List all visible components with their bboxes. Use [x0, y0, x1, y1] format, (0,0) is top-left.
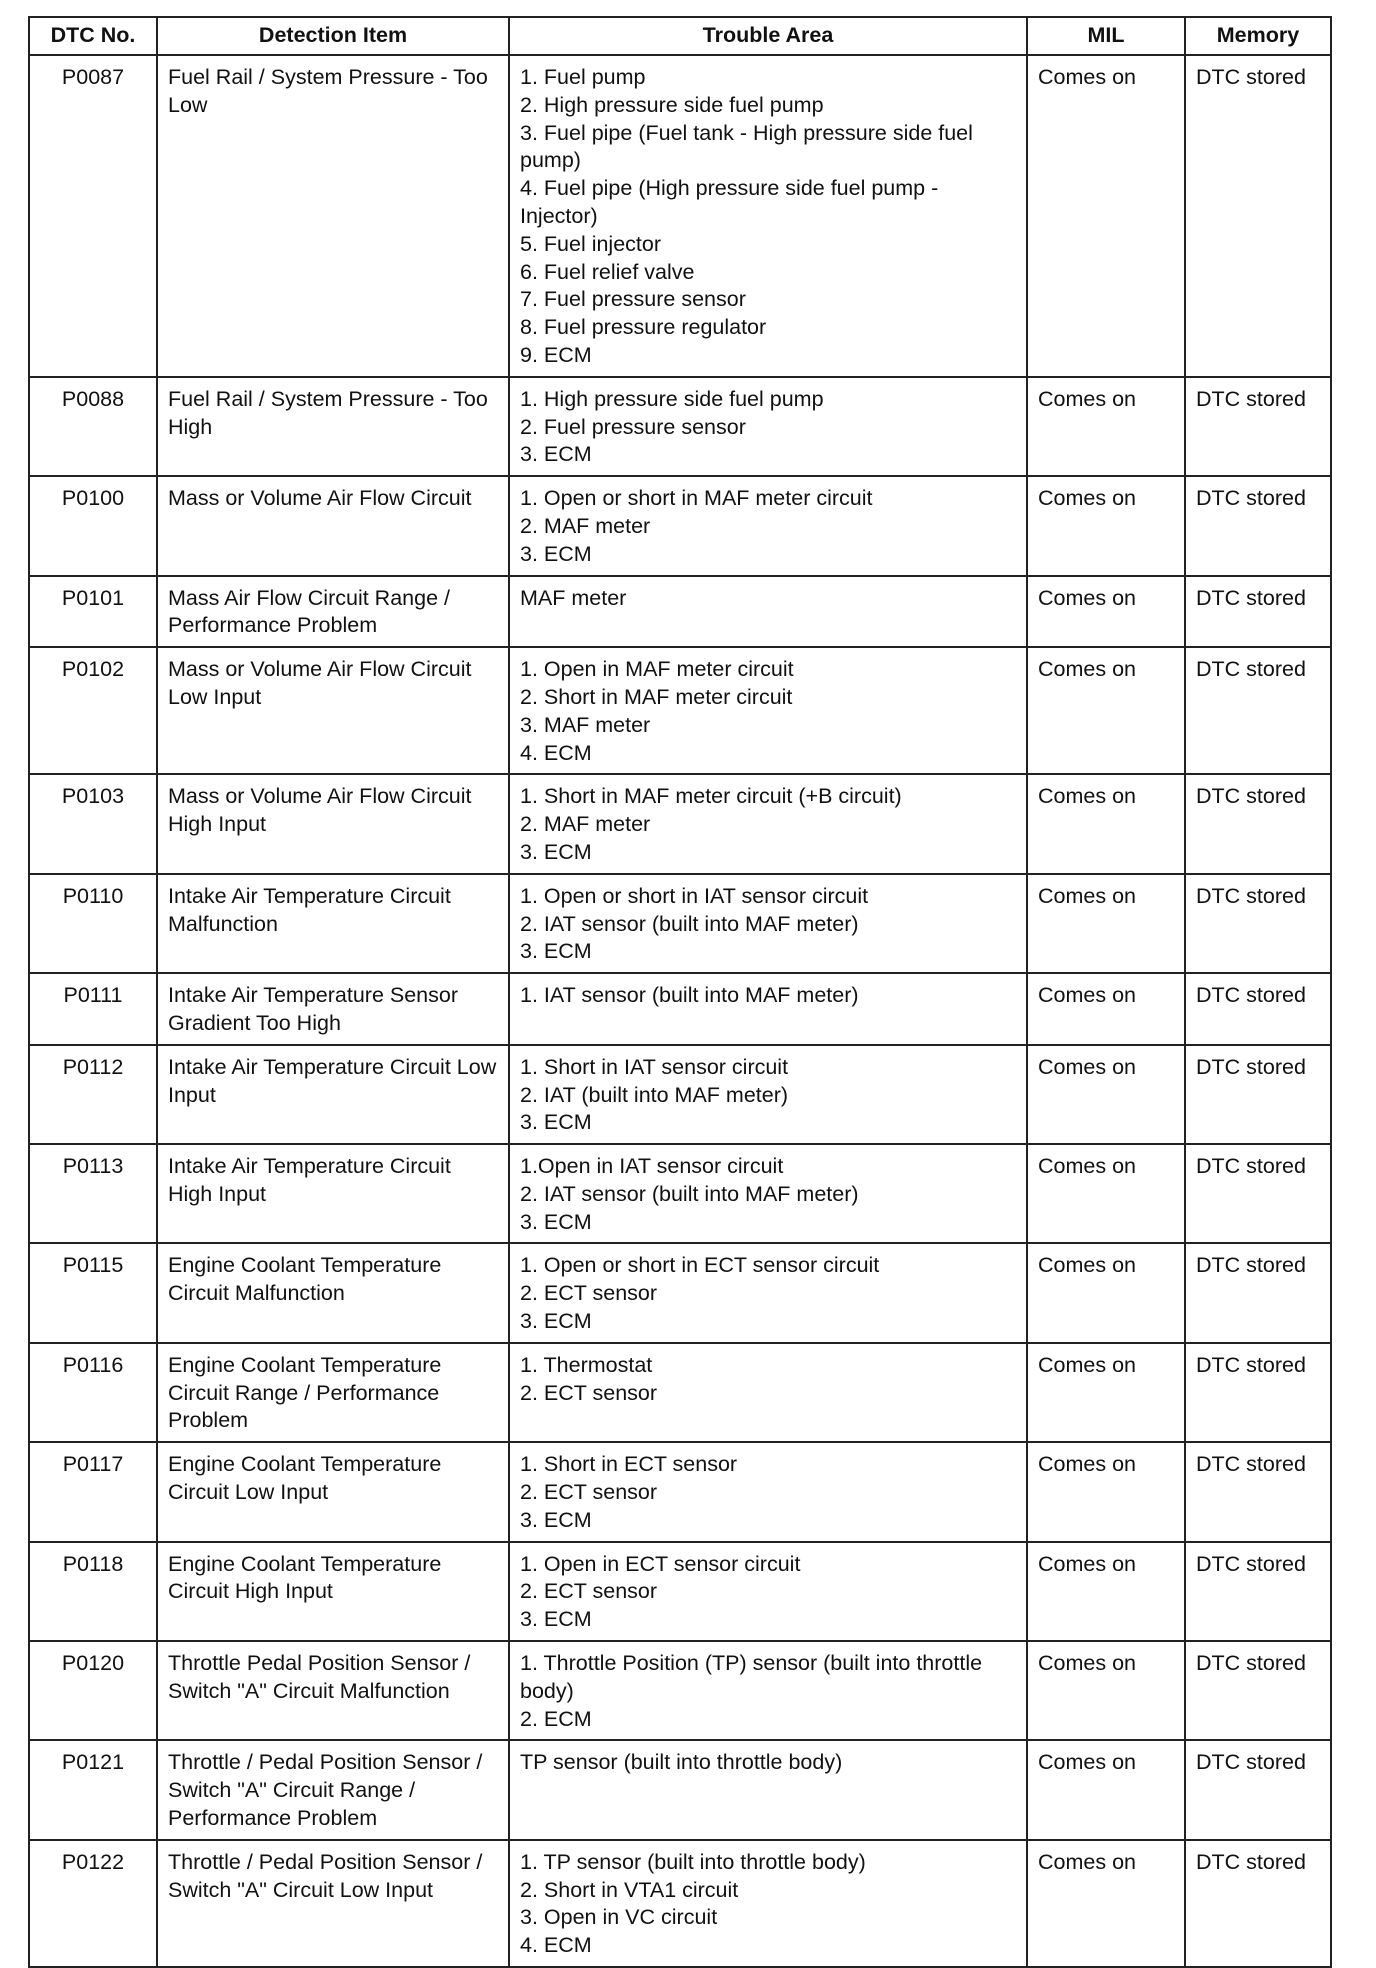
- trouble-area-line: 3. ECM: [520, 939, 592, 964]
- memory-cell: DTC stored: [1185, 973, 1331, 1045]
- table-row: [29, 576, 1331, 648]
- detection-item-cell: Throttle / Pedal Position Sensor / Switch "A" Circuit Low Input: [157, 1840, 509, 1967]
- table-row: [29, 874, 1331, 973]
- trouble-area-line: 4. ECM: [520, 1933, 592, 1958]
- trouble-area-line: 3. ECM: [520, 1507, 592, 1532]
- memory-cell: DTC stored: [1185, 55, 1331, 377]
- trouble-area-cell: [509, 1840, 1027, 1967]
- dtc-code-cell: P0087: [29, 55, 157, 377]
- header-trouble-area: Trouble Area: [509, 17, 1027, 55]
- trouble-area-line: 1. Throttle Position (TP) sensor (built into throttle body): [520, 1651, 983, 1703]
- trouble-area-cell: [509, 1343, 1027, 1442]
- memory-cell: DTC stored: [1185, 1740, 1331, 1839]
- mil-cell: Comes on: [1027, 55, 1185, 377]
- dtc-code-cell: P0102: [29, 647, 157, 774]
- trouble-area-line: 1. High pressure side fuel pump: [520, 386, 824, 411]
- detection-item-cell: Throttle / Pedal Position Sensor / Switch "A" Circuit Range / Performance Problem: [157, 1740, 509, 1839]
- trouble-area-line: 1. TP sensor (built into throttle body): [520, 1849, 866, 1874]
- trouble-area-cell: [509, 874, 1027, 973]
- memory-cell: DTC stored: [1185, 1840, 1331, 1967]
- detection-item-cell: Fuel Rail / System Pressure - Too High: [157, 377, 509, 476]
- trouble-area-line: 3. ECM: [520, 839, 592, 864]
- trouble-area-line: 3. ECM: [520, 1110, 592, 1135]
- mil-cell: Comes on: [1027, 576, 1185, 648]
- table-row: [29, 1840, 1331, 1967]
- trouble-area-line: 2. ECT sensor: [520, 1480, 658, 1505]
- memory-cell: DTC stored: [1185, 874, 1331, 973]
- trouble-area-line: 3. MAF meter: [520, 712, 651, 737]
- detection-item-cell: Engine Coolant Temperature Circuit Range / Performance Problem: [157, 1343, 509, 1442]
- mil-cell: Comes on: [1027, 1840, 1185, 1967]
- trouble-area-line: TP sensor (built into throttle body): [520, 1750, 843, 1775]
- mil-cell: Comes on: [1027, 377, 1185, 476]
- trouble-area-line: 1. Short in MAF meter circuit (+B circuit): [520, 784, 902, 809]
- dtc-code-cell: P0100: [29, 476, 157, 575]
- trouble-area-cell: [509, 576, 1027, 648]
- trouble-area-line: 1. Thermostat: [520, 1352, 653, 1377]
- mil-cell: Comes on: [1027, 1740, 1185, 1839]
- trouble-area-line: 2. ECT sensor: [520, 1380, 658, 1405]
- trouble-area-line: 3. Fuel pipe (Fuel tank - High pressure side fuel pump): [520, 120, 973, 173]
- mil-cell: Comes on: [1027, 1045, 1185, 1144]
- trouble-area-line: 3. ECM: [520, 1607, 592, 1632]
- trouble-area-line: 3. ECM: [520, 541, 592, 566]
- detection-item-cell: Intake Air Temperature Circuit High Input: [157, 1144, 509, 1243]
- trouble-area-line: 2. MAF meter: [520, 812, 651, 837]
- trouble-area-line: 1. Fuel pump: [520, 65, 646, 89]
- dtc-code-cell: P0120: [29, 1641, 157, 1740]
- detection-item-cell: Intake Air Temperature Circuit Malfunction: [157, 874, 509, 973]
- mil-cell: Comes on: [1027, 476, 1185, 575]
- trouble-area-line: 1. IAT sensor (built into MAF meter): [520, 983, 859, 1008]
- trouble-area-cell: [509, 1740, 1027, 1839]
- mil-cell: Comes on: [1027, 1442, 1185, 1541]
- trouble-area-line: 2. ECM: [520, 1706, 592, 1731]
- trouble-area-line: 2. Short in VTA1 circuit: [520, 1877, 739, 1902]
- dtc-table: [28, 16, 1332, 1968]
- trouble-area-line: 4. Fuel pipe (High pressure side fuel pump - Injector): [520, 176, 939, 228]
- table-row: [29, 1442, 1331, 1541]
- table-row: [29, 476, 1331, 575]
- table-body: [29, 55, 1331, 1967]
- memory-cell: DTC stored: [1185, 1045, 1331, 1144]
- table-row: [29, 1144, 1331, 1243]
- trouble-area-cell: [509, 1542, 1027, 1641]
- trouble-area-line: 1. Open or short in ECT sensor circuit: [520, 1253, 880, 1278]
- mil-cell: Comes on: [1027, 1641, 1185, 1740]
- dtc-code-cell: P0115: [29, 1243, 157, 1342]
- dtc-code-cell: P0111: [29, 973, 157, 1045]
- dtc-code-cell: P0113: [29, 1144, 157, 1243]
- trouble-area-line: 5. Fuel injector: [520, 231, 662, 256]
- table-row: [29, 973, 1331, 1045]
- mil-cell: Comes on: [1027, 1542, 1185, 1641]
- trouble-area-line: 2. ECT sensor: [520, 1281, 658, 1306]
- table-row: [29, 1641, 1331, 1740]
- table-row: [29, 55, 1331, 377]
- detection-item-cell: Engine Coolant Temperature Circuit Malfunction: [157, 1243, 509, 1342]
- detection-item-cell: Mass Air Flow Circuit Range / Performance Problem: [157, 576, 509, 648]
- table-row: [29, 1343, 1331, 1442]
- header-row: [29, 17, 1331, 55]
- detection-item-cell: Mass or Volume Air Flow Circuit: [157, 476, 509, 575]
- trouble-area-line: 9. ECM: [520, 342, 592, 367]
- trouble-area-line: 3. Open in VC circuit: [520, 1905, 718, 1930]
- trouble-area-line: 2. IAT sensor (built into MAF meter): [520, 911, 859, 936]
- dtc-code-cell: P0112: [29, 1045, 157, 1144]
- trouble-area-cell: [509, 476, 1027, 575]
- detection-item-cell: Engine Coolant Temperature Circuit High Input: [157, 1542, 509, 1641]
- table-row: [29, 774, 1331, 873]
- trouble-area-line: MAF meter: [520, 585, 627, 610]
- mil-cell: Comes on: [1027, 874, 1185, 973]
- detection-item-cell: Mass or Volume Air Flow Circuit Low Input: [157, 647, 509, 774]
- dtc-code-cell: P0122: [29, 1840, 157, 1967]
- trouble-area-line: 1. Short in ECT sensor: [520, 1452, 738, 1477]
- dtc-code-cell: P0101: [29, 576, 157, 648]
- trouble-area-line: 1. Open in MAF meter circuit: [520, 657, 794, 682]
- trouble-area-line: 2. IAT (built into MAF meter): [520, 1082, 789, 1107]
- trouble-area-line: 1. Open or short in IAT sensor circuit: [520, 883, 869, 908]
- trouble-area-cell: [509, 1641, 1027, 1740]
- dtc-code-cell: P0117: [29, 1442, 157, 1541]
- detection-item-cell: Engine Coolant Temperature Circuit Low Input: [157, 1442, 509, 1541]
- mil-cell: Comes on: [1027, 1343, 1185, 1442]
- header-memory: Memory: [1185, 17, 1331, 55]
- memory-cell: DTC stored: [1185, 774, 1331, 873]
- detection-item-cell: Mass or Volume Air Flow Circuit High Input: [157, 774, 509, 873]
- table-row: [29, 1045, 1331, 1144]
- mil-cell: Comes on: [1027, 1144, 1185, 1243]
- detection-item-cell: Intake Air Temperature Sensor Gradient Too High: [157, 973, 509, 1045]
- trouble-area-cell: [509, 774, 1027, 873]
- table-header: [29, 17, 1331, 55]
- memory-cell: DTC stored: [1185, 1243, 1331, 1342]
- trouble-area-line: 3. ECM: [520, 1209, 592, 1234]
- trouble-area-cell: [509, 55, 1027, 377]
- detection-item-cell: Fuel Rail / System Pressure - Too Low: [157, 55, 509, 377]
- trouble-area-line: 2. High pressure side fuel pump: [520, 92, 824, 117]
- trouble-area-line: 2. Fuel pressure sensor: [520, 414, 746, 439]
- table-row: [29, 647, 1331, 774]
- trouble-area-cell: [509, 1045, 1027, 1144]
- dtc-code-cell: P0116: [29, 1343, 157, 1442]
- mil-cell: Comes on: [1027, 1243, 1185, 1342]
- table-row: [29, 1740, 1331, 1839]
- dtc-code-cell: P0103: [29, 774, 157, 873]
- trouble-area-line: 3. ECM: [520, 1309, 592, 1334]
- trouble-area-line: 2. IAT sensor (built into MAF meter): [520, 1181, 859, 1206]
- header-mil: MIL: [1027, 17, 1185, 55]
- trouble-area-line: 1.Open in IAT sensor circuit: [520, 1154, 784, 1179]
- mil-cell: Comes on: [1027, 647, 1185, 774]
- memory-cell: DTC stored: [1185, 647, 1331, 774]
- trouble-area-line: 1. Short in IAT sensor circuit: [520, 1054, 789, 1079]
- trouble-area-cell: [509, 1442, 1027, 1541]
- detection-item-cell: Throttle Pedal Position Sensor / Switch "A" Circuit Malfunction: [157, 1641, 509, 1740]
- header-dtc-no: DTC No.: [29, 17, 157, 55]
- memory-cell: DTC stored: [1185, 377, 1331, 476]
- dtc-code-cell: P0088: [29, 377, 157, 476]
- trouble-area-cell: [509, 1144, 1027, 1243]
- table-row: [29, 377, 1331, 476]
- header-detection-item: Detection Item: [157, 17, 509, 55]
- trouble-area-cell: [509, 377, 1027, 476]
- memory-cell: DTC stored: [1185, 1144, 1331, 1243]
- dtc-code-cell: P0121: [29, 1740, 157, 1839]
- trouble-area-cell: [509, 973, 1027, 1045]
- trouble-area-line: 2. MAF meter: [520, 513, 651, 538]
- trouble-area-cell: [509, 647, 1027, 774]
- trouble-area-line: 4. ECM: [520, 740, 592, 765]
- dtc-code-cell: P0118: [29, 1542, 157, 1641]
- trouble-area-line: 1. Open or short in MAF meter circuit: [520, 486, 873, 511]
- memory-cell: DTC stored: [1185, 576, 1331, 648]
- trouble-area-line: 1. Open in ECT sensor circuit: [520, 1551, 801, 1576]
- memory-cell: DTC stored: [1185, 1542, 1331, 1641]
- trouble-area-line: 8. Fuel pressure regulator: [520, 315, 767, 340]
- table-row: [29, 1243, 1331, 1342]
- memory-cell: DTC stored: [1185, 1442, 1331, 1541]
- dtc-code-cell: P0110: [29, 874, 157, 973]
- trouble-area-line: 2. Short in MAF meter circuit: [520, 684, 793, 709]
- mil-cell: Comes on: [1027, 774, 1185, 873]
- table-row: [29, 1542, 1331, 1641]
- trouble-area-line: 3. ECM: [520, 442, 592, 467]
- trouble-area-line: 2. ECT sensor: [520, 1579, 658, 1604]
- trouble-area-line: 6. Fuel relief valve: [520, 259, 695, 284]
- mil-cell: Comes on: [1027, 973, 1185, 1045]
- memory-cell: DTC stored: [1185, 1641, 1331, 1740]
- trouble-area-line: 7. Fuel pressure sensor: [520, 287, 746, 312]
- memory-cell: DTC stored: [1185, 1343, 1331, 1442]
- detection-item-cell: Intake Air Temperature Circuit Low Input: [157, 1045, 509, 1144]
- memory-cell: DTC stored: [1185, 476, 1331, 575]
- trouble-area-cell: [509, 1243, 1027, 1342]
